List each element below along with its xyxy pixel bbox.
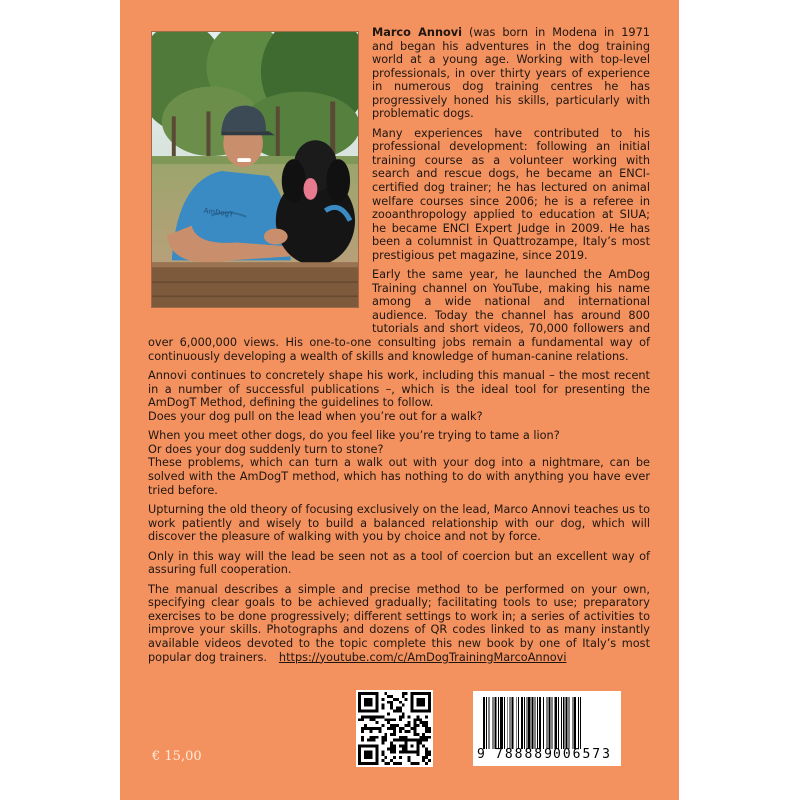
description-text: The manual describes a simple and precise method to be performed on your own, specifying clear goals to be achieved gradually; facilitating tools to use; preparatory exercises to be done progressively; different settings to work in; a series of activities to improve your skills. Photographs and dozens of QR codes linked to as many instantly available videos devoted to the topic complete this new book by one of Italy’s most popular dog trainers.	[148, 582, 650, 664]
price-label: € 15,00	[152, 749, 202, 764]
paragraph-upturning: Upturning the old theory of focusing exclusively on the lead, Marco Annovi teaches us to work patiently and wisely to build a balanced relationship with our dog, which will discover the pleasure of walking with you by choice and not by force.	[148, 503, 650, 544]
paragraph-description	[148, 583, 650, 664]
isbn-prefix: 9	[477, 747, 485, 762]
qr-code-graphic	[358, 692, 431, 765]
question-pull: Does your dog pull on the lead when you’re out for a walk?	[148, 409, 483, 423]
back-cover	[120, 0, 679, 800]
question-lion: When you meet other dogs, do you feel like you’re trying to tame a lion?	[148, 429, 560, 443]
barcode-bars	[483, 697, 611, 749]
paragraph-problems: These problems, which can turn a walk out with your dog into a nightmare, can be solved with the AmDogT method, which has nothing to do with anything you have ever tried before.	[148, 456, 650, 497]
isbn-left-group: 788889	[495, 747, 554, 762]
isbn-digits	[473, 747, 621, 765]
question-stone: Or does your dog suddenly turn to stone?	[148, 442, 384, 456]
isbn-barcode-icon	[473, 691, 621, 766]
paragraph-manual: Annovi continues to concretely shape his work, including this manual – the most recent in a number of successful publications –, which is the ideal tool for presenting the AmDogT Method, defining the guidelines to follow.	[148, 369, 650, 410]
photo-spacer	[148, 26, 372, 326]
back-cover-text	[148, 26, 650, 670]
shirt-logo: AmDogT	[203, 206, 234, 219]
author-name: Marco Annovi	[372, 26, 462, 39]
qr-code-icon[interactable]	[356, 690, 433, 767]
paragraph-career: Many experiences have contributed to his professional development: following an initial training course as a volunteer working with search and rescue dogs, he became an ENCI-certified dog trainer; he has lectured on animal welfare courses since 2006; he is a referee in zooanthropology applied to education at SIUA; he became ENCI Expert Judge in 2009. He has been a columnist in Quattrozampe, Italy’s most prestigious pet magazine, since 2019.	[372, 126, 650, 262]
youtube-link[interactable]: https://youtube.com/c/AmDogTrainingMarcoAnnovi	[278, 650, 567, 664]
paragraph-youtube: Early the same year, he launched the AmDog Training channel on YouTube, making his name among a wide national and international audience. Today the channel has around 800 tutorials and short videos, 70,000 followers and over 6,000,000 views. His one-to-one consulting jobs remain a fundamental way of continuously developing a wealth of skills and knowledge of human-canine relations.	[148, 268, 650, 363]
paragraph-cooperation: Only in this way will the lead be seen not as a tool of coercion but an excellent way of assuring full cooperation.	[148, 549, 650, 577]
bio-intro: (was born in Modena in 1971 and began his adventures in the dog training world at a young age. Working with top-level professionals, in over thirty years of experience in numerous dog training centres he has progressively honed his skills, particularly with problematic dogs.	[372, 26, 650, 121]
isbn-right-group: 006573	[553, 747, 612, 762]
